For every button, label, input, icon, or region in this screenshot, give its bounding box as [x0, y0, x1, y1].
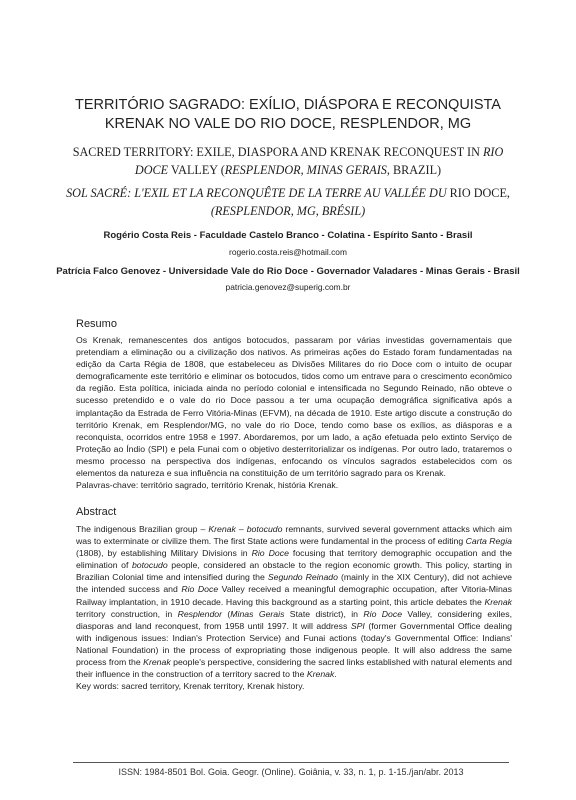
abstract-text-run: Valley, considering exiles, diasporas and land reconquest, from 1958 until 1997. It will address [76, 608, 512, 631]
abstract-text-run: focusing that territory demographic occupation and the elimination of [76, 548, 512, 571]
author-affiliation: Patrícia Falco Genovez - Universidade Vale do Rio Doce - Governador Valadares - Minas Gerais - Brasil [56, 266, 520, 277]
abstract-text-run: (1808), by establishing Military Divisions in [76, 548, 252, 559]
resumo-heading: Resumo [76, 318, 117, 330]
abstract-italic-term: Segundo Reinado [267, 572, 338, 583]
author-email[interactable]: rogerio.costa.reis@hotmail.com [229, 247, 347, 257]
abstract-text-run: (former Governmental Office dealing with indigenous issues: Indian's Protection Service) and Funai actions (today's Governmental Office: Indians' National Foundation) in the process of expropriating those indigenous people. It will also address the same process from the [76, 620, 512, 668]
abstract-text [76, 523, 512, 680]
title-english-italic-part: RIO DOCE [134, 145, 504, 177]
title-english-part: , BRAZIL) [386, 163, 442, 177]
abstract-heading: Abstract [76, 506, 117, 518]
abstract-italic-term: Rio Doce [363, 608, 403, 619]
abstract-text-run: (mainly in the XIX Century), did not achieve the intended success and [76, 572, 512, 595]
title-english-italic-part: RESPLENDOR, MINAS GERAIS [224, 163, 387, 177]
abstract-italic-term: Krenak [484, 596, 512, 607]
abstract-text-run: The indigenous Brazilian group – [76, 524, 209, 534]
title-english [60, 143, 516, 179]
abstract-italic-term: Minas Gerais [230, 608, 285, 619]
footer-divider [73, 762, 509, 763]
abstract-text-run: remnants, survived several government attacks which aim was to exterminate or civilize them. The first State actions were fundamental in the process of editing [76, 524, 512, 547]
abstract-italic-term: Krenak [208, 524, 236, 534]
abstract-italic-term: Krenak [306, 669, 335, 680]
journal-footer: ISSN: 1984-8501 Bol. Goia. Geogr. (Online). Goiânia, v. 33, n. 1, p. 1-15./jan/abr. 2013 [118, 767, 464, 777]
abstract-text-run: people's perspective, considering the sacred links established with natural elements and their influence in the construction of a territory sacred to the [76, 657, 512, 680]
abstract-italic-term: Carta Regia [465, 536, 512, 547]
abstract-text-run: territory construction, in [76, 608, 178, 619]
abstract-italic-term: Resplendor [177, 608, 223, 619]
title-french [60, 184, 516, 220]
abstract-italic-term: Rio Doce [181, 584, 219, 595]
title-french-part: (RESPLENDOR, MG, BRÉSIL) [210, 204, 366, 218]
author-email[interactable]: patricia.genovez@superig.com.br [225, 282, 351, 292]
resumo-body [76, 334, 512, 491]
abstract-italic-term: SPI [350, 620, 365, 631]
title-french-part: SOL SACRÉ: L'EXIL ET LA RECONQUÊTE DE LA TERRE AU VALLÉE DU [66, 186, 447, 200]
abstract-keywords: Key words: sacred territory, Krenak territory, Krenak history. [76, 681, 305, 692]
abstract-italic-term: botocudo [131, 560, 168, 571]
title-english-part: VALLEY ( [168, 163, 225, 177]
resumo-keywords: Palavras-chave: território sagrado, território Krenak, história Krenak. [76, 480, 339, 491]
resumo-text: Os Krenak, remanescentes dos antigos botocudos, passaram por várias investidas governamentais que pretendiam a eliminação ou a civilização dos nativos. As primeiras ações do Estado foram fundamentadas na edição da Carta Régia de 1808, que estabeleceu as Divisões Militares do rio Doce com o intuito de ocupar demograficamente este território e eliminar os botocudos, tidos como um entrave para o crescimento econômico da região. Esta política, iniciada ainda no período colonial e intensificada no Segundo Reinado, não obteve o sucesso pretendido e o vale do rio Doce passou a ter uma ocupação demográfica significativa após a implantação da Estrada de Ferro Vitória-Minas (EFVM), na década de 1910. Este artigo discute a construção do território Krenak, em Resplendor/MG, no vale do rio Doce, tendo como base os exílios, as diásporas e a reconquista, ocorridos entre 1958 e 1997. Abordaremos, por um lado, a ação efetuada pelo extinto Serviço de Proteção ao Índio (SPI) e pela Funai com o objetivo desterritorializar os indígenas. Por outro lado, trataremos o mesmo processo na perspectiva dos indígenas, enfocando os vínculos sagrados estabelecidos com os elementos da natureza e sua influência na constituição de um território sagrado para os Krenak. [76, 335, 512, 479]
abstract-text-run: – [235, 524, 247, 534]
abstract-italic-term: Krenak [143, 657, 171, 668]
abstract-italic-term: botocudo [246, 524, 283, 534]
abstract-text-run: State district), in [284, 608, 364, 619]
title-portuguese: TERRITÓRIO SAGRADO: EXÍLIO, DIÁSPORA E RECONQUISTA KRENAK NO VALE DO RIO DOCE, RESPLENDOR, MG [75, 97, 501, 132]
title-french-upright-part: RIO DOCE, [446, 186, 510, 200]
abstract-italic-term: Rio Doce [251, 548, 289, 559]
abstract-body [76, 523, 512, 692]
abstract-text-run: people, considered an obstacle to the region economic growth. This policy, starting in Brazilian Colonial time and intensified during the [76, 560, 512, 583]
title-english-part: SACRED TERRITORY: EXILE, DIASPORA AND KRENAK RECONQUEST IN [72, 145, 483, 159]
abstract-text-run: . [334, 669, 337, 680]
author-affiliation: Rogério Costa Reis - Faculdade Castelo Branco - Colatina - Espírito Santo - Brasil [103, 230, 473, 241]
abstract-text-run: Valley received a meaningful demographic occupation, after Vitoria-Minas Railway implantation, in 1910 decade. Having this background as a starting point, this article debates the [76, 584, 512, 607]
abstract-text-run: ( [222, 608, 231, 619]
